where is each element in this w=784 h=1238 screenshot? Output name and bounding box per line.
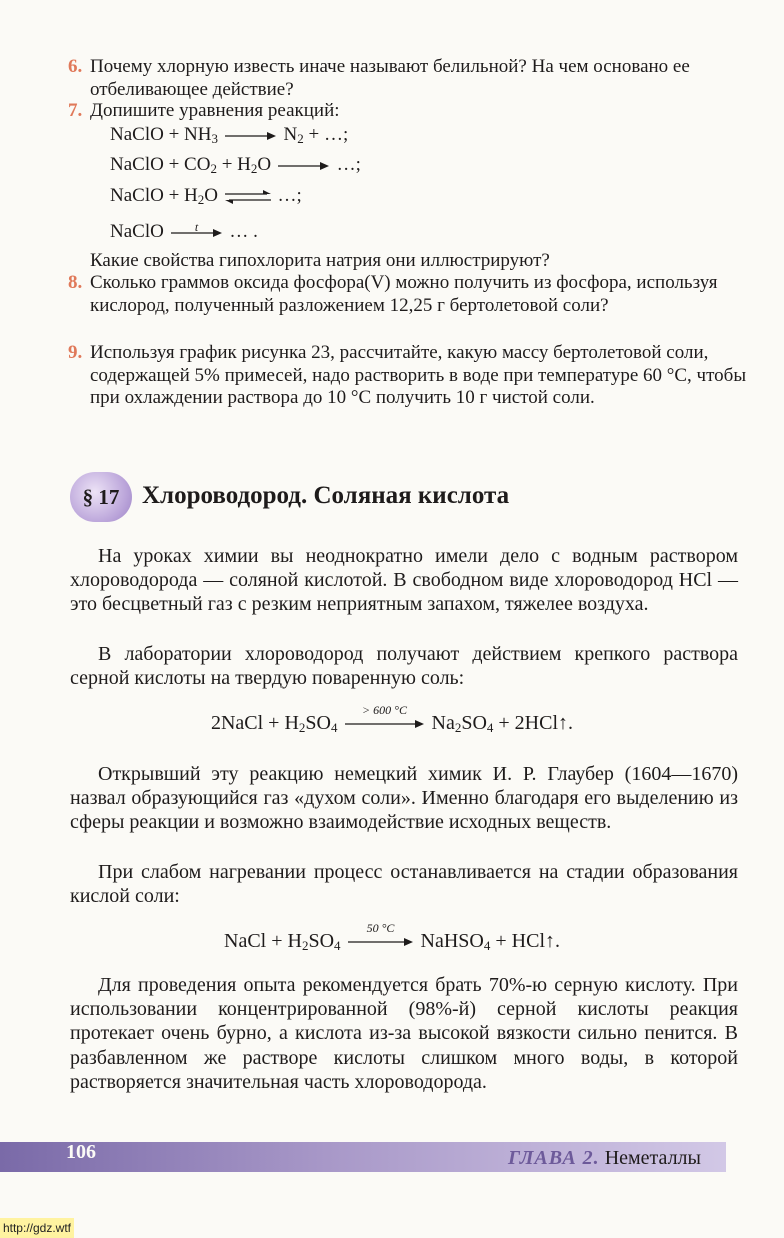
reaction-arrow	[223, 130, 279, 142]
equation-3: NaClO + $H_2O$ …;	[110, 185, 302, 207]
reaction-equation-1: 2NaCl + $H_2SO_4$ > 600 °C $Na_2SO_4$ + 2HCl↑.	[210, 703, 574, 735]
question-text: Допишите уравнения реакций:	[90, 100, 340, 121]
question-number: 6.	[68, 56, 83, 77]
question-7-followup: Какие свойства гипохлорита натрия они иллюстрируют?	[90, 250, 550, 271]
reaction-arrow	[276, 160, 332, 172]
paragraph-3: Открывший эту реакцию немецкий химик И. Р. Глаубер (1604—1670) назвал образующийся газ «духом соли». Именно благодаря его выделению из сферы реакции и возможно взаимодействие исходных веществ.	[70, 763, 738, 834]
paragraph-1: На уроках химии вы неоднократно имели дело с водным раствором хлороводорода — соляной кислотой. В свободном виде хлороводород HCl — это бесцветный газ с резким неприятным запахом, тяжелее воздуха.	[70, 545, 738, 616]
reaction-equation-2: NaCl + $H_2SO_4$ 50 °C NaHSO$_4$ + HCl↑.	[224, 921, 560, 953]
question-number: 9.	[68, 342, 83, 363]
question-9	[68, 342, 750, 410]
reaction-arrow: 50 °C	[346, 936, 416, 948]
reaction-arrow: > 600 °C	[343, 718, 427, 730]
section-number-badge: § 17	[70, 472, 132, 522]
paragraph-2: В лаборатории хлороводород получают действием крепкого раствора серной кислоты на твердую поваренную соль:	[70, 643, 738, 690]
question-text: Сколько граммов оксида фосфора(V) можно получить из фосфора, используя кислород, полученный разложением 12,25 г бертолетовой соли?	[90, 272, 718, 316]
equation-1: NaClO + $NH_3$ $N_2$ + …;	[110, 124, 349, 146]
question-6	[68, 56, 750, 101]
section-title: Хлороводород. Соляная кислота	[142, 482, 510, 509]
question-text: Почему хлорную известь иначе называют белильной? На чем основано ее отбеливающее действие?	[90, 56, 690, 100]
chapter-title: ГЛАВА 2. Неметаллы	[508, 1147, 701, 1169]
equation-2: NaClO + $CO_2 + H_2O$ …;	[110, 154, 361, 176]
question-number: 8.	[68, 272, 83, 293]
equation-4: NaClO t … .	[110, 219, 258, 242]
watermark-link[interactable]: http://gdz.wtf	[0, 1218, 74, 1238]
equilibrium-arrow	[223, 190, 273, 204]
reaction-arrow: t	[169, 227, 225, 239]
paragraph-5: Для проведения опыта рекомендуется брать 70%-ю серную кислоту. При использовании концентрированной (98%-й) серной кислоты реакция протекает очень бурно, а кислота из-за высокой вязкости сильно пенится. В разбавленном же растворе кислоты слишком много воды, в которой растворяется значительная часть хлороводорода.	[70, 974, 738, 1093]
question-8	[68, 272, 750, 317]
question-number: 7.	[68, 100, 83, 121]
question-text: Используя график рисунка 23, рассчитайте, какую массу бертолетовой соли, содержащей 5% примесей, надо растворить в воде при температуре 60 °C, чтобы при охлаждении раствора до 10 °C получить 10 г чистой соли.	[90, 342, 747, 408]
page-number: 106	[66, 1141, 96, 1163]
paragraph-4: При слабом нагревании процесс останавливается на стадии образования кислой соли:	[70, 861, 738, 908]
